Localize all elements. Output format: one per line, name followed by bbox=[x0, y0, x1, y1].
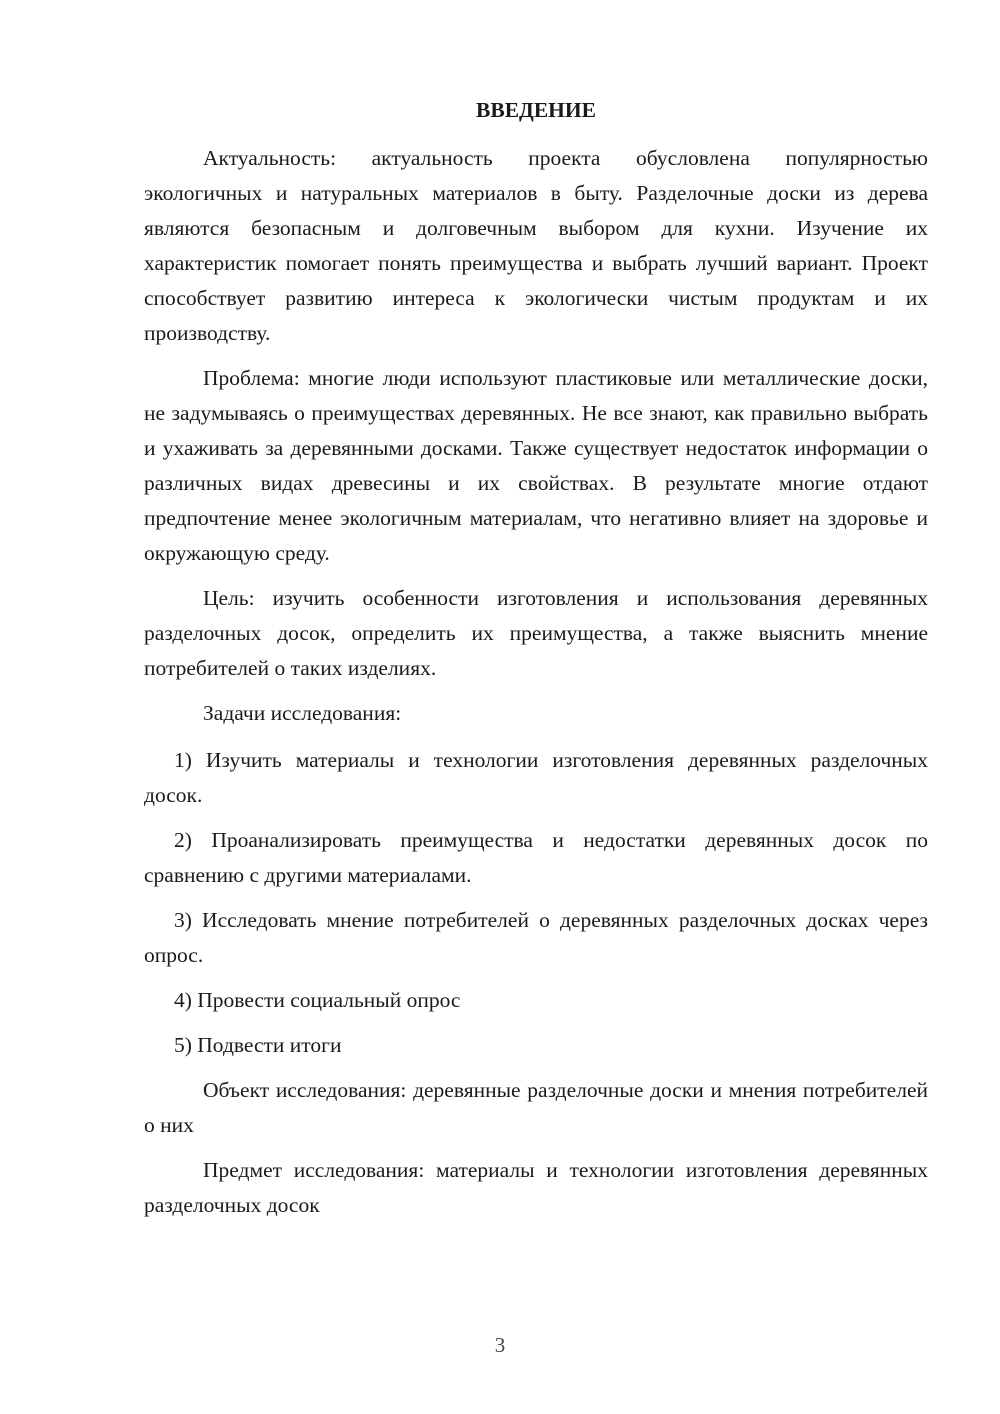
task-item: 5) Подвести итоги bbox=[174, 1033, 342, 1057]
task-item: 2) Проанализировать преимущества и недостатки деревянных досок по сравнению с другими материалами. bbox=[144, 828, 928, 887]
page-number: 3 bbox=[494, 1333, 506, 1357]
section-title: ВВЕДЕНИЕ bbox=[476, 98, 596, 122]
paragraph-object: Объект исследования: деревянные разделочные доски и мнения потребителей о них bbox=[144, 1078, 928, 1137]
task-item: 3) Исследовать мнение потребителей о деревянных разделочных досках через опрос. bbox=[144, 908, 928, 967]
paragraph-problem: Проблема: многие люди используют пластиковые или металлические доски, не задумываясь о преимуществах деревянных. Не все знают, как правильно выбрать и ухаживать за деревянными досками. Также существует недостаток информации о различных видах древесины и их свойствах. В результате многие отдают предпочтение менее экологичным материалам, что негативно влияет на здоровье и окружающую среду. bbox=[144, 366, 928, 565]
tasks-heading: Задачи исследования: bbox=[203, 701, 402, 725]
document-page bbox=[144, 95, 928, 1233]
paragraph-relevance: Актуальность: актуальность проекта обусловлена популярностью экологичных и натуральных материалов в быту. Разделочные доски из дерева являются безопасным и долговечным выбором для кухни. Изучение их характеристик помогает понять преимущества и выбрать лучший вариант. Проект способствует развитию интереса к экологически чистым продуктам и их производству. bbox=[144, 146, 928, 345]
task-item: 1) Изучить материалы и технологии изготовления деревянных разделочных досок. bbox=[144, 748, 928, 807]
paragraph-goal: Цель: изучить особенности изготовления и использования деревянных разделочных досок, определить их преимущества, а также выяснить мнение потребителей о таких изделиях. bbox=[144, 586, 928, 680]
paragraph-subject: Предмет исследования: материалы и технологии изготовления деревянных разделочных досок bbox=[144, 1158, 928, 1217]
task-item: 4) Провести социальный опрос bbox=[174, 988, 461, 1012]
